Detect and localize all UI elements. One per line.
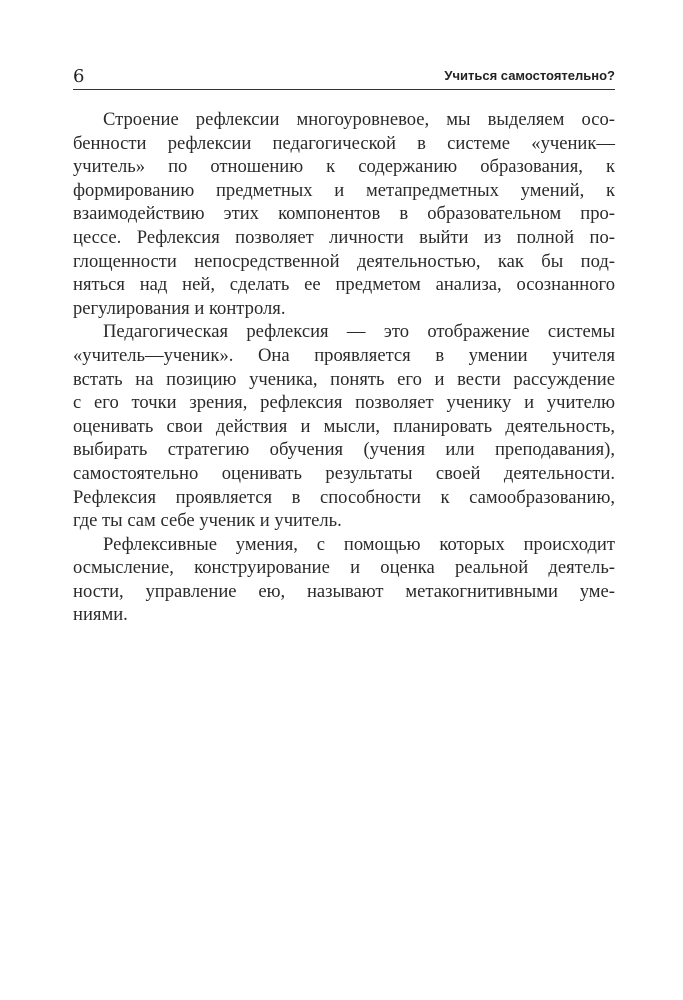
- paragraph-1: [73, 108, 615, 320]
- text-line: цессе. Рефлексия позволяет личности выйти из полной по-: [73, 226, 615, 248]
- text-line: осмысление, конструирование и оценка реальной деятель-: [73, 557, 615, 579]
- text-line: Рефлексия проявляется в способности к самообразованию,: [73, 486, 615, 508]
- text-line: Рефлексивные умения, с помощью которых происходит: [103, 533, 615, 555]
- paragraph-2: [73, 320, 615, 532]
- text-line: Педагогическая рефлексия — это отображение системы: [103, 321, 615, 343]
- text-line: выбирать стратегию обучения (учения или преподавания),: [73, 439, 615, 461]
- text-line: взаимодействию этих компонентов в образовательном про-: [73, 203, 615, 225]
- text-line: самостоятельно оценивать результаты своей деятельности.: [73, 462, 615, 484]
- text-line: встать на позицию ученика, понять его и вести рассуждение: [73, 368, 615, 390]
- text-line: ниями.: [73, 604, 128, 626]
- text-line: формированию предметных и метапредметных умений, к: [73, 179, 615, 201]
- text-line: оценивать свои действия и мысли, планировать деятельность,: [73, 415, 615, 437]
- header-rule: [73, 89, 615, 90]
- text-line: Строение рефлексии многоуровневое, мы выделяем осо-: [103, 109, 615, 130]
- body-text: [73, 108, 615, 627]
- text-line: «учитель—ученик». Она проявляется в умении учителя: [73, 344, 615, 366]
- text-line: учитель» по отношению к содержанию образования, к: [73, 156, 615, 178]
- paragraph-3: [73, 533, 615, 627]
- text-line: где ты сам себе ученик и учитель.: [73, 510, 342, 532]
- page-number: 6: [73, 66, 85, 87]
- text-line: бенности рефлексии педагогической в системе «ученик—: [73, 132, 615, 154]
- text-line: с его точки зрения, рефлексия позволяет ученику и учителю: [73, 392, 615, 414]
- text-line: ности, управление ею, называют метакогнитивными уме-: [73, 580, 615, 602]
- text-line: няться над ней, сделать ее предметом анализа, осознанного: [73, 274, 615, 296]
- running-head: Учиться самостоятельно?: [444, 68, 615, 83]
- text-line: регулирования и контроля.: [73, 297, 286, 319]
- text-line: глощенности непосредственной деятельностью, как бы под-: [73, 250, 615, 272]
